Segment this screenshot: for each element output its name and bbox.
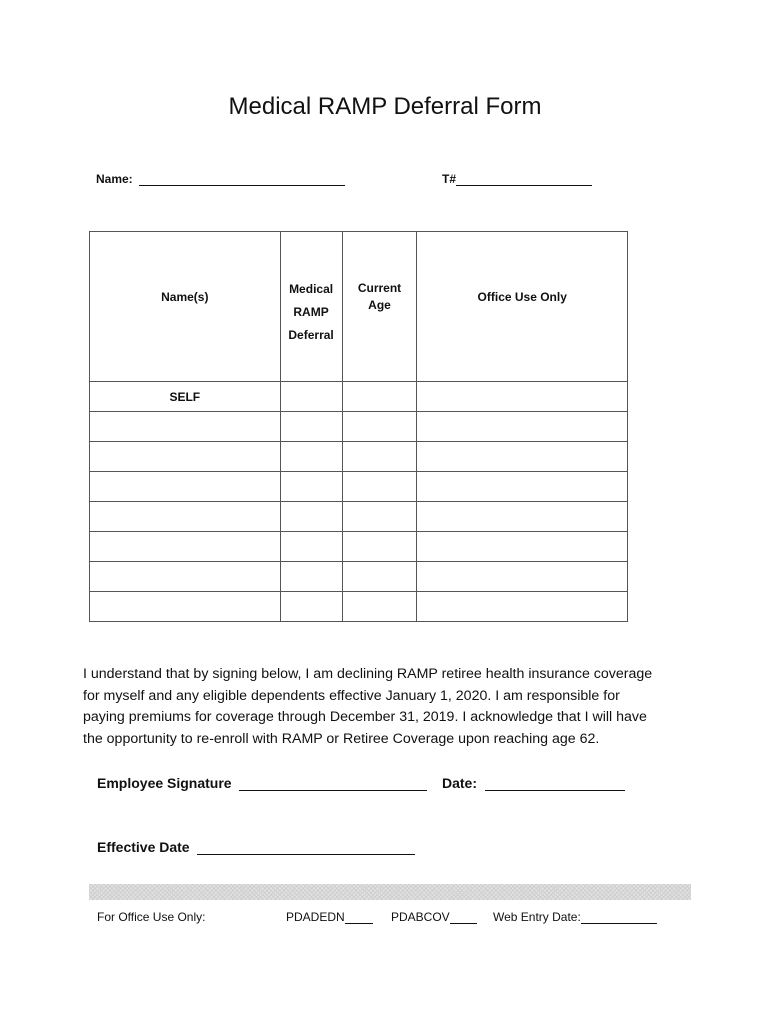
row-deferral-cell[interactable] bbox=[280, 472, 342, 502]
row-name-cell[interactable] bbox=[90, 472, 281, 502]
table-row bbox=[90, 532, 628, 562]
row-name-cell[interactable]: SELF bbox=[90, 382, 281, 412]
acknowledgement-statement: I understand that by signing below, I am declining RAMP retiree health insurance coverage for myself and any eligible dependents effective January 1, 2020. I am responsible for paying premiums for coverage through December 31, 2019. I acknowledge that I will have the opportunity to re-enroll with RAMP or Retiree Coverage upon reaching age 62. bbox=[83, 666, 653, 747]
header-current-age: Current Age bbox=[342, 232, 417, 382]
table-row bbox=[90, 592, 628, 622]
date-line[interactable] bbox=[485, 775, 625, 791]
row-office-cell bbox=[417, 592, 628, 622]
pdabcov-line[interactable] bbox=[450, 912, 477, 924]
row-office-cell bbox=[417, 412, 628, 442]
pdadedn-field: PDADEDN bbox=[286, 910, 373, 924]
tnum-label: T# bbox=[442, 172, 457, 186]
row-office-cell bbox=[417, 442, 628, 472]
table-header-row bbox=[90, 232, 628, 382]
row-age-cell[interactable] bbox=[342, 442, 417, 472]
row-deferral-cell[interactable] bbox=[280, 442, 342, 472]
row-deferral-cell[interactable] bbox=[280, 532, 342, 562]
table-row bbox=[90, 442, 628, 472]
row-name-cell[interactable] bbox=[90, 502, 281, 532]
row-deferral-cell[interactable] bbox=[280, 382, 342, 412]
row-age-cell[interactable] bbox=[342, 502, 417, 532]
row-name-cell[interactable] bbox=[90, 532, 281, 562]
table-row bbox=[90, 562, 628, 592]
row-deferral-cell[interactable] bbox=[280, 562, 342, 592]
header-office-use: Office Use Only bbox=[417, 232, 628, 382]
employee-signature-row bbox=[97, 775, 427, 791]
row-office-cell bbox=[417, 472, 628, 502]
table-row bbox=[90, 502, 628, 532]
office-divider-bar bbox=[89, 884, 691, 900]
header-medical-ramp-deferral: Medical RAMP Deferral bbox=[280, 232, 342, 382]
date-label: Date: bbox=[442, 775, 478, 791]
dependents-table bbox=[89, 231, 628, 622]
tnum-field-row bbox=[442, 172, 592, 186]
name-field-row bbox=[96, 172, 345, 186]
row-age-cell[interactable] bbox=[342, 562, 417, 592]
table-row bbox=[90, 382, 628, 412]
row-name-cell[interactable] bbox=[90, 442, 281, 472]
employee-signature-label: Employee Signature bbox=[97, 775, 232, 791]
row-name-cell[interactable] bbox=[90, 562, 281, 592]
page-title: Medical RAMP Deferral Form bbox=[228, 93, 542, 120]
row-office-cell bbox=[417, 532, 628, 562]
row-age-cell[interactable] bbox=[342, 412, 417, 442]
row-office-cell bbox=[417, 562, 628, 592]
row-name-cell[interactable] bbox=[90, 592, 281, 622]
row-age-cell[interactable] bbox=[342, 382, 417, 412]
name-input-line[interactable] bbox=[139, 172, 345, 186]
name-label: Name: bbox=[96, 172, 133, 186]
row-deferral-cell[interactable] bbox=[280, 412, 342, 442]
date-row bbox=[442, 775, 625, 791]
pdadedn-line[interactable] bbox=[345, 912, 373, 924]
row-deferral-cell[interactable] bbox=[280, 502, 342, 532]
row-age-cell[interactable] bbox=[342, 472, 417, 502]
pdabcov-field: PDABCOV bbox=[391, 910, 477, 924]
row-deferral-cell[interactable] bbox=[280, 592, 342, 622]
effective-date-label: Effective Date bbox=[97, 839, 190, 855]
row-office-cell bbox=[417, 382, 628, 412]
row-office-cell bbox=[417, 502, 628, 532]
header-names: Name(s) bbox=[90, 232, 281, 382]
row-name-cell[interactable] bbox=[90, 412, 281, 442]
table-row bbox=[90, 472, 628, 502]
office-use-label: For Office Use Only: bbox=[97, 910, 206, 924]
tnum-input-line[interactable] bbox=[456, 172, 592, 186]
row-age-cell[interactable] bbox=[342, 532, 417, 562]
effective-date-line[interactable] bbox=[197, 839, 415, 855]
web-entry-date-field: Web Entry Date: bbox=[493, 910, 657, 924]
row-age-cell[interactable] bbox=[342, 592, 417, 622]
employee-signature-line[interactable] bbox=[239, 775, 427, 791]
web-entry-date-line[interactable] bbox=[581, 912, 657, 924]
effective-date-row bbox=[97, 839, 415, 855]
table-row bbox=[90, 412, 628, 442]
